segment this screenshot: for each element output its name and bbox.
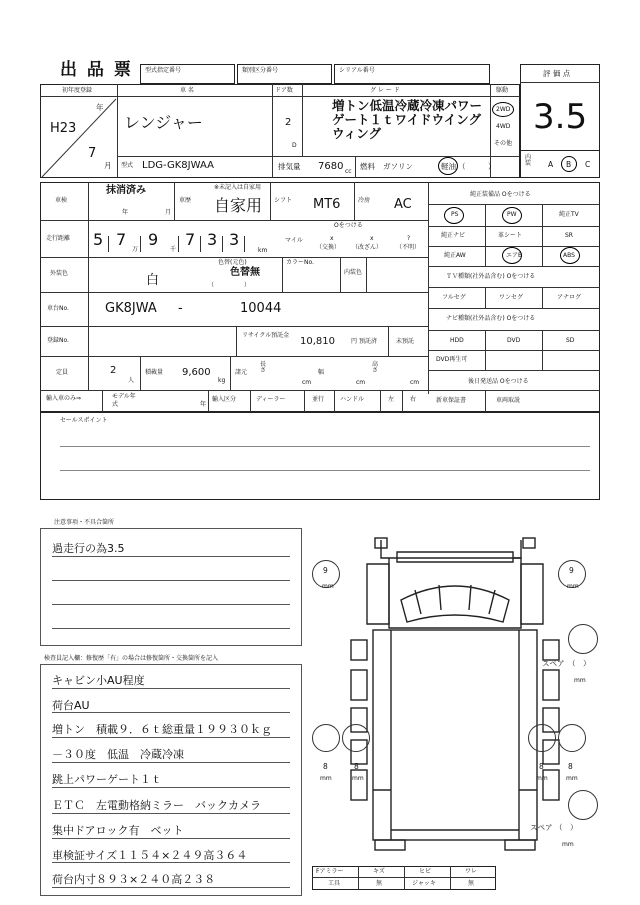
tools-header-4: ワレ bbox=[465, 868, 478, 875]
tv-analog: アナログ bbox=[557, 294, 582, 301]
later-warranty: 新車保証書 bbox=[436, 397, 467, 404]
repaint-value: 色替無 bbox=[230, 267, 260, 278]
mileage-digit-1: 5 bbox=[93, 230, 104, 249]
tire-rr-mm-1: mm bbox=[536, 775, 548, 782]
inspector-label: 検査員記入欄：修復歴「有」の場合は修復箇所・交換箇所を記入 bbox=[44, 655, 219, 662]
serial-box bbox=[334, 64, 490, 84]
seats-value: 2 bbox=[110, 365, 117, 376]
dvd-label: DVD再生可 bbox=[436, 356, 468, 363]
inspector-line-1: キャビン小AU程度 bbox=[52, 674, 145, 687]
ext-color-label: 外装色 bbox=[50, 270, 69, 277]
tire-rr2-value: 8 bbox=[568, 762, 573, 771]
tire-rear-left-2 bbox=[342, 724, 370, 752]
fuel-gas: ガソリン bbox=[383, 162, 413, 171]
repaint-label: 色替(元色) bbox=[218, 259, 247, 266]
equip-aw: 純正AW bbox=[444, 252, 466, 259]
mileage-opt-3: （不明） bbox=[396, 244, 421, 251]
chassis-dash: - bbox=[178, 301, 183, 316]
tire-fr-value: 9 bbox=[569, 566, 574, 575]
drive-4wd: 4WD bbox=[496, 123, 511, 130]
doors-unit: D bbox=[292, 142, 297, 149]
mileage-man: 万 bbox=[132, 246, 139, 253]
fuel-paren: （ ） bbox=[458, 162, 496, 171]
first-reg-label: 初年度登録 bbox=[62, 87, 93, 94]
height-label: 高さ bbox=[372, 361, 379, 374]
width-label: 幅 bbox=[318, 369, 325, 376]
displacement-unit: cc bbox=[345, 168, 352, 175]
mileage-opt-mark-3: ? bbox=[407, 235, 411, 242]
mileage-digit-6: 3 bbox=[229, 230, 240, 249]
shift-value: MT6 bbox=[313, 197, 341, 212]
mileage-mark-note: Oをつける bbox=[334, 222, 363, 229]
repaint-paren: （ ） bbox=[208, 282, 251, 289]
seats-label: 定員 bbox=[56, 369, 69, 376]
equipment-title: 純正装備品 Oをつける bbox=[470, 191, 531, 198]
model-year-label: モデル年式 bbox=[112, 393, 136, 408]
spare-mm-2: mm bbox=[562, 841, 574, 848]
fuel-diesel-circle bbox=[438, 157, 458, 175]
model-type-label: 型式 bbox=[121, 162, 134, 169]
equip-ps: PS bbox=[451, 211, 459, 218]
spare-tire-1 bbox=[568, 624, 598, 654]
shaken-value: 抹消済み bbox=[106, 185, 146, 196]
drive-label: 駆動 bbox=[496, 87, 509, 94]
tire-rear-right-1 bbox=[528, 724, 556, 752]
ext-color-value: 白 bbox=[146, 273, 160, 288]
history-label: 車歴 bbox=[179, 197, 192, 204]
tire-fl-value: 9 bbox=[323, 566, 328, 575]
inspector-line-8: 車検証サイズ１１５４×２４９高３６４ bbox=[52, 849, 248, 862]
equip-sr: SR bbox=[565, 232, 573, 239]
car-name-label: 車 名 bbox=[180, 87, 194, 94]
drive-2wd: 2WD bbox=[496, 106, 511, 113]
history-value: 自家用 bbox=[214, 196, 263, 215]
grade-value: 増トン低温冷蔵冷凍パワーゲート１ｔワイドウイングウィング bbox=[332, 98, 483, 141]
interior-b-circle bbox=[561, 156, 577, 172]
spare-tire-2 bbox=[568, 790, 598, 820]
navi-title: ナビ種類(社外品含む) Oをつける bbox=[446, 315, 536, 322]
chassis-number: 10044 bbox=[240, 301, 282, 316]
navi-dvd: DVD bbox=[507, 337, 521, 344]
color-no-label: カラーNo. bbox=[286, 259, 314, 266]
mileage-opt-2: （改ざん） bbox=[352, 244, 383, 251]
inspector-line-5: 跳上パワーゲート１ｔ bbox=[52, 773, 162, 786]
spare-mm-1: mm bbox=[574, 677, 586, 684]
equip-pw: PW bbox=[507, 211, 517, 218]
tire-fr-mm: mm bbox=[567, 583, 579, 590]
form-title: 出 品 票 bbox=[60, 60, 133, 80]
score-label: 評 価 点 bbox=[543, 69, 571, 78]
mileage-digit-4: 7 bbox=[185, 230, 196, 249]
model-cert-label: 型式指定番号 bbox=[145, 67, 182, 74]
width-unit: cm bbox=[356, 379, 366, 386]
month-unit: 月 bbox=[104, 161, 112, 170]
year-unit: 年 bbox=[96, 103, 104, 112]
shift-label: シフト bbox=[274, 197, 293, 204]
inspector-line-7: 集中ドアロック有 ベット bbox=[52, 824, 184, 837]
tools-header-1: Fアミラー bbox=[316, 868, 344, 875]
inspector-line-4: －３０度 低温 冷蔵冷凍 bbox=[52, 748, 184, 761]
tools-value-2: ジャッキ bbox=[412, 880, 436, 887]
later-manual: 車両取説 bbox=[496, 397, 521, 404]
chassis-label: 車台No. bbox=[47, 305, 69, 312]
seats-unit: 人 bbox=[128, 377, 135, 384]
interior-label: 内装 bbox=[525, 154, 532, 167]
mile-label: マイル bbox=[285, 237, 303, 244]
tire-rr1-value: 8 bbox=[539, 762, 544, 771]
category-box bbox=[237, 64, 332, 84]
ac-label: 冷房 bbox=[358, 197, 371, 204]
equip-pw-circle bbox=[502, 207, 522, 224]
load-label: 積載量 bbox=[145, 369, 164, 376]
mileage-opt-mark-2: x bbox=[370, 235, 374, 242]
car-name: レンジャー bbox=[124, 113, 203, 132]
import-year-unit: 年 bbox=[200, 401, 207, 408]
inspector-line-3: 増トン 積載９．６ｔ総重量１９９３０ｋｇ bbox=[52, 723, 272, 736]
height-unit: cm bbox=[410, 379, 420, 386]
tire-rl1-value: 8 bbox=[323, 762, 328, 771]
serial-label: シリアル番号 bbox=[339, 67, 375, 74]
equip-airbag-circle bbox=[502, 247, 522, 264]
tools-header-3: ヒビ bbox=[419, 868, 432, 875]
inspector-line-9: 荷台内寸８９３×２４０高２３８ bbox=[52, 873, 216, 886]
mileage-sen: 千 bbox=[170, 246, 177, 253]
import-type-label: 輸入区分 bbox=[212, 396, 237, 403]
load-unit: kg bbox=[218, 377, 226, 384]
shaken-label: 車検 bbox=[55, 197, 68, 204]
tools-row-label: 工具 bbox=[328, 880, 341, 887]
mileage-digit-2: 7 bbox=[116, 230, 127, 249]
tv-full: フルセグ bbox=[442, 294, 466, 301]
model-cert-box bbox=[140, 64, 235, 84]
interior-b: B bbox=[566, 160, 572, 169]
tire-rl2-value: 8 bbox=[354, 762, 359, 771]
interior-c: C bbox=[585, 160, 591, 169]
interior-a: A bbox=[548, 160, 554, 169]
equip-navi: 純正ナビ bbox=[441, 232, 466, 239]
handle-label: ハンドル bbox=[340, 396, 365, 403]
notes-text: 過走行の為3.5 bbox=[52, 542, 125, 555]
spare-paren-1: （ ） bbox=[568, 659, 591, 668]
score-value: 3.5 bbox=[533, 97, 588, 137]
category-label: 類別区分番号 bbox=[242, 67, 279, 74]
tools-value-3: 無 bbox=[468, 880, 475, 887]
recycle-unit: 円 bbox=[351, 338, 358, 345]
length-label: 長さ bbox=[260, 361, 267, 374]
tire-rear-left-1 bbox=[312, 724, 340, 752]
recycle-value: 10,810 bbox=[300, 336, 335, 347]
length-unit: cm bbox=[302, 379, 312, 386]
tire-rl-mm-2: mm bbox=[352, 775, 364, 782]
handle-left: 左 bbox=[388, 396, 395, 403]
doors-label: ドア数 bbox=[275, 87, 293, 94]
tire-rear-right-2 bbox=[558, 724, 586, 752]
mileage-opt-mark-1: x bbox=[330, 235, 334, 242]
spare-label-1: スペア bbox=[542, 659, 565, 668]
doors-value: 2 bbox=[285, 117, 292, 128]
fuel-label: 燃料 bbox=[360, 162, 375, 171]
inspector-line-2: 荷台AU bbox=[52, 699, 90, 712]
displacement: 7680 bbox=[318, 161, 344, 172]
first-reg-era: H23 bbox=[50, 121, 77, 136]
navi-hdd: HDD bbox=[450, 337, 464, 344]
displacement-label: 排気量 bbox=[278, 162, 301, 171]
inspector-line-6: ＥＴＣ 左電動格納ミラー バックカメラ bbox=[52, 799, 261, 812]
grade-label: グ レ ー ド bbox=[370, 87, 400, 94]
mileage-label: 走行距離 bbox=[46, 235, 71, 242]
drive-other: その他 bbox=[494, 140, 513, 147]
later-title: 後日発送品 Oをつける bbox=[468, 378, 529, 385]
first-reg-month: 7 bbox=[88, 146, 97, 161]
dims-label: 諸元 bbox=[235, 369, 248, 376]
load-value: 9,600 bbox=[182, 367, 211, 378]
ac-value: AC bbox=[394, 197, 412, 212]
tv-one: ワンセグ bbox=[499, 294, 524, 301]
mileage-opt-1: （交換） bbox=[316, 244, 341, 251]
shaken-year-unit: 年 bbox=[122, 209, 129, 216]
deposited: 預託済 bbox=[359, 338, 378, 345]
tire-rl-mm-1: mm bbox=[320, 775, 332, 782]
shaken-month-unit: 月 bbox=[165, 209, 172, 216]
spare-paren-2: （ ） bbox=[555, 823, 578, 832]
import-dealer: ディーラー bbox=[256, 396, 286, 403]
tire-rr-mm-2: mm bbox=[566, 775, 578, 782]
navi-sd: SD bbox=[566, 337, 575, 344]
fuel-diesel: 軽油 bbox=[441, 162, 456, 171]
equip-leather: 革シート bbox=[498, 232, 523, 239]
sales-point-box bbox=[40, 412, 600, 500]
tools-value-1: 無 bbox=[376, 880, 383, 887]
tools-header-2: キズ bbox=[373, 868, 385, 875]
import-parallel: 並行 bbox=[312, 396, 325, 403]
registration-label: 登録No. bbox=[47, 337, 69, 344]
model-type: LDG-GK8JWAA bbox=[142, 160, 214, 171]
mileage-digit-5: 3 bbox=[207, 230, 218, 249]
spare-label-2: スペア bbox=[530, 823, 553, 832]
equip-ps-circle bbox=[444, 207, 464, 224]
mileage-digit-3: 9 bbox=[148, 230, 159, 249]
tire-fl-mm: mm bbox=[322, 583, 334, 590]
equip-tv: 純正TV bbox=[559, 211, 579, 218]
drive-2wd-circle bbox=[492, 102, 514, 117]
equip-abs-circle bbox=[560, 247, 580, 264]
history-note: ※未記入は自家用 bbox=[214, 184, 262, 191]
recycle-label: リサイクル預託金 bbox=[242, 332, 290, 339]
handle-right: 右 bbox=[410, 396, 417, 403]
mileage-km: km bbox=[258, 247, 268, 254]
equip-airbag: エアB bbox=[506, 252, 523, 259]
equip-abs: ABS bbox=[563, 252, 575, 259]
tv-title: ＴＶ種類(社外品含む) Oをつける bbox=[446, 273, 536, 280]
not-deposited: 未預託 bbox=[396, 338, 415, 345]
chassis-prefix: GK8JWA bbox=[105, 301, 157, 316]
int-color-label: 内装色 bbox=[344, 269, 363, 276]
import-label: 輸入車のみ⇒ bbox=[46, 395, 82, 402]
sales-point-label: セールスポイント bbox=[60, 417, 108, 424]
notes-label: 注意事項・不具合箇所 bbox=[54, 519, 115, 526]
